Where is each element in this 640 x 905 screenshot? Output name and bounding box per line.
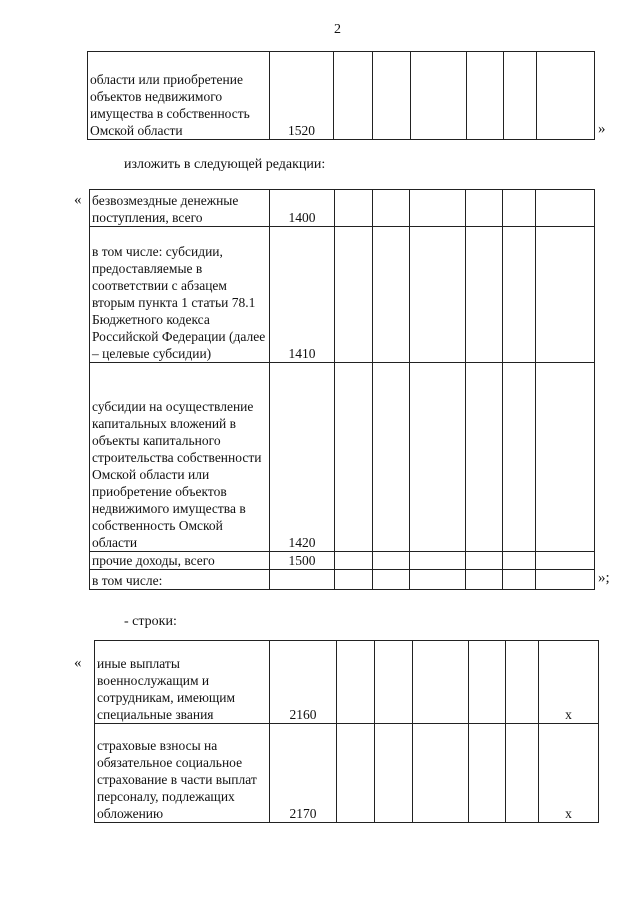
opening-quote: « bbox=[74, 655, 82, 671]
row-x-mark: x bbox=[539, 724, 599, 823]
row-description: прочие доходы, всего bbox=[90, 552, 270, 570]
table-continuation bbox=[87, 51, 595, 140]
row-description: иные выплаты военнослужащим и сотрудникам, имеющим специальные звания bbox=[95, 641, 270, 724]
row-description: субсидии на осуществление капитальных вложений в объекты капитального строительства собственности Омской области или приобретение объектов недвижимого имущества в собственность Омской области bbox=[90, 363, 270, 552]
row-description: в том числе: субсидии, предоставляемые в соответствии с абзацем вторым пункта 1 статьи 78.1 Бюджетного кодекса Российской Федерации (далее – целевые субсидии) bbox=[90, 227, 270, 363]
table-row bbox=[88, 52, 595, 140]
closing-quote: »; bbox=[598, 570, 610, 586]
row-code: 1520 bbox=[270, 52, 334, 140]
opening-quote: « bbox=[74, 192, 82, 208]
table-row bbox=[90, 227, 595, 363]
page-number: 2 bbox=[334, 22, 341, 37]
row-code: 2170 bbox=[270, 724, 337, 823]
table-expenses bbox=[94, 640, 599, 823]
table-row bbox=[95, 641, 599, 724]
row-description: страховые взносы на обязательное социальное страхование в части выплат персоналу, подлежащих обложению bbox=[95, 724, 270, 823]
table-row bbox=[90, 363, 595, 552]
closing-quote: » bbox=[598, 121, 606, 137]
table-row bbox=[90, 552, 595, 570]
row-code: 1500 bbox=[270, 552, 335, 570]
row-description: безвозмездные денежные поступления, всего bbox=[90, 190, 270, 227]
table-row bbox=[90, 190, 595, 227]
row-code: 1400 bbox=[270, 190, 335, 227]
table-row bbox=[90, 570, 595, 590]
intro-text: изложить в следующей редакции: bbox=[124, 157, 326, 172]
row-code: 1410 bbox=[270, 227, 335, 363]
row-x-mark: x bbox=[539, 641, 599, 724]
row-code: 1420 bbox=[270, 363, 335, 552]
row-code: 2160 bbox=[270, 641, 337, 724]
row-code bbox=[270, 570, 335, 590]
row-description: области или приобретение объектов недвижимого имущества в собственность Омской области bbox=[88, 52, 270, 140]
table-revenues bbox=[89, 189, 595, 590]
row-description: в том числе: bbox=[90, 570, 270, 590]
table-row bbox=[95, 724, 599, 823]
lines-label: - строки: bbox=[124, 614, 177, 629]
